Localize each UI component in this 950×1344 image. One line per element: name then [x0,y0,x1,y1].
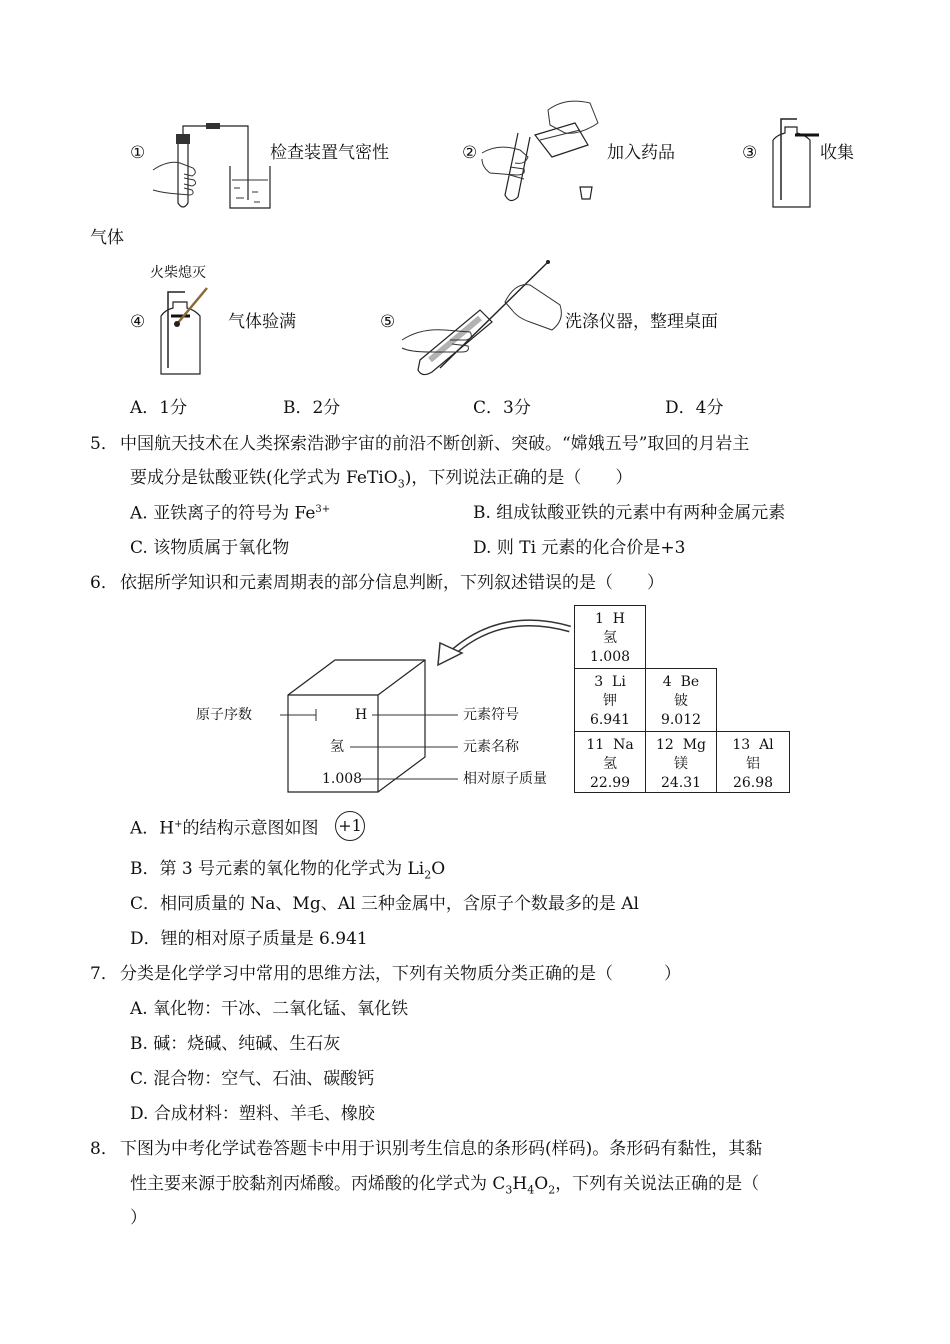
q8-number: 8． [90,1139,118,1159]
q8-stem-line3: ） [130,1208,147,1228]
pt-cell-al: 13 Al 铝 26.98 [716,731,790,793]
q4-option-d[interactable]: D．4分 [665,398,724,418]
gas-collection-bottle-illustration [765,115,820,212]
step1-number: ① [130,143,146,163]
q6-stem: 依据所学知识和元素周期表的部分信息判断，下列叙述错误的是（ ） [120,573,664,593]
q7-option-d[interactable]: D. 合成材料：塑料、羊毛、橡胶 [130,1104,375,1124]
step4-label: 气体验满 [228,312,296,332]
q6-option-b[interactable]: B．第 3 号元素的氧化物的化学式为 $Li_2O$ [130,859,446,882]
q5-option-d[interactable]: D. 则 Ti 元素的化合价是+3 [473,538,686,558]
match-out-caption: 火柴熄灭 [150,265,206,281]
q4-option-b[interactable]: B．2分 [283,398,341,418]
hydrogen-ion-structure-diagram: +1 [335,811,365,841]
legend-mass: 1.008 [322,771,363,787]
q5-option-a[interactable]: A. 亚铁离子的符号为 $Fe^{3+}$ [130,503,331,524]
q7-stem: 分类是化学学习中常用的思维方法，下列有关物质分类正确的是（ ） [120,964,681,984]
q5-option-b[interactable]: B. 组成钛酸亚铁的元素中有两种金属元素 [473,503,786,523]
legend-symbol-label: 元素符号 [463,707,519,723]
q6-number: 6． [90,573,118,593]
step4-number: ④ [130,312,146,332]
q8-stem-line2: 性主要来源于胶黏剂丙烯酸。丙烯酸的化学式为 $C_3H_4O_2$，下列有关说法正确的是（ [130,1174,760,1197]
step5-number: ⑤ [380,312,396,332]
q5-option-c[interactable]: C. 该物质属于氧化物 [130,538,290,558]
step3-label: 收集 [820,143,854,163]
q5-stem-line2: 要成分是钛酸亚铁(化学式为 FeTiO$_3$)，下列说法正确的是（ ） [130,468,633,491]
gas-full-check-illustration [155,288,210,378]
step3-label-continued: 气体 [90,228,124,248]
pt-cell-li: 3 Li 钾 6.941 [574,668,646,732]
q7-option-b[interactable]: B. 碱：烧碱、纯碱、生石灰 [130,1034,341,1054]
q6-option-d[interactable]: D．锂的相对原子质量是 6.941 [130,929,368,949]
q7-option-a[interactable]: A. 氧化物：干冰、二氧化锰、氧化铁 [130,999,409,1019]
q8-stem-line1: 下图为中考化学试卷答题卡中用于识别考生信息的条形码(样码)。条形码有黏性，其黏 [120,1139,763,1159]
q4-option-c[interactable]: C．3分 [473,398,531,418]
legend-name-label: 元素名称 [463,739,519,755]
q6-option-c[interactable]: C．相同质量的 Na、Mg、Al 三种金属中，含原子个数最多的是 Al [130,894,639,914]
q5-stem-line1: 中国航天技术在人类探索浩渺宇宙的前沿不断创新、突破。“嫦娥五号”取回的月岩主 [120,434,750,454]
legend-atomic-number-label: 原子序数 [196,707,252,723]
q4-option-a[interactable]: A．1分 [130,398,188,418]
step2-label: 加入药品 [607,143,675,163]
step5-label: 洗涤仪器，整理桌面 [565,312,718,332]
q7-number: 7． [90,964,118,984]
step1-label: 检查装置气密性 [270,143,389,163]
legend-name: 氢 [330,739,344,755]
airtightness-apparatus-illustration [148,118,268,213]
q5-number: 5． [90,434,118,454]
pt-cell-mg: 12 Mg 镁 24.31 [645,731,717,793]
step3-number: ③ [742,143,758,163]
pt-cell-na: 11 Na 氢 22.99 [574,731,646,793]
legend-symbol: H [355,707,368,723]
pt-cell-be: 4 Be 铍 9.012 [645,668,717,732]
q7-option-c[interactable]: C. 混合物：空气、石油、碳酸钙 [130,1069,375,1089]
q6-option-a[interactable]: A．H+的结构示意图如图 [130,818,319,839]
pt-cell-h: 1 H 氢 1.008 [574,605,646,669]
step2-number: ② [462,143,478,163]
adding-reagent-illustration [480,95,605,210]
washing-apparatus-illustration [400,260,565,382]
legend-mass-label: 相对原子质量 [463,771,547,787]
